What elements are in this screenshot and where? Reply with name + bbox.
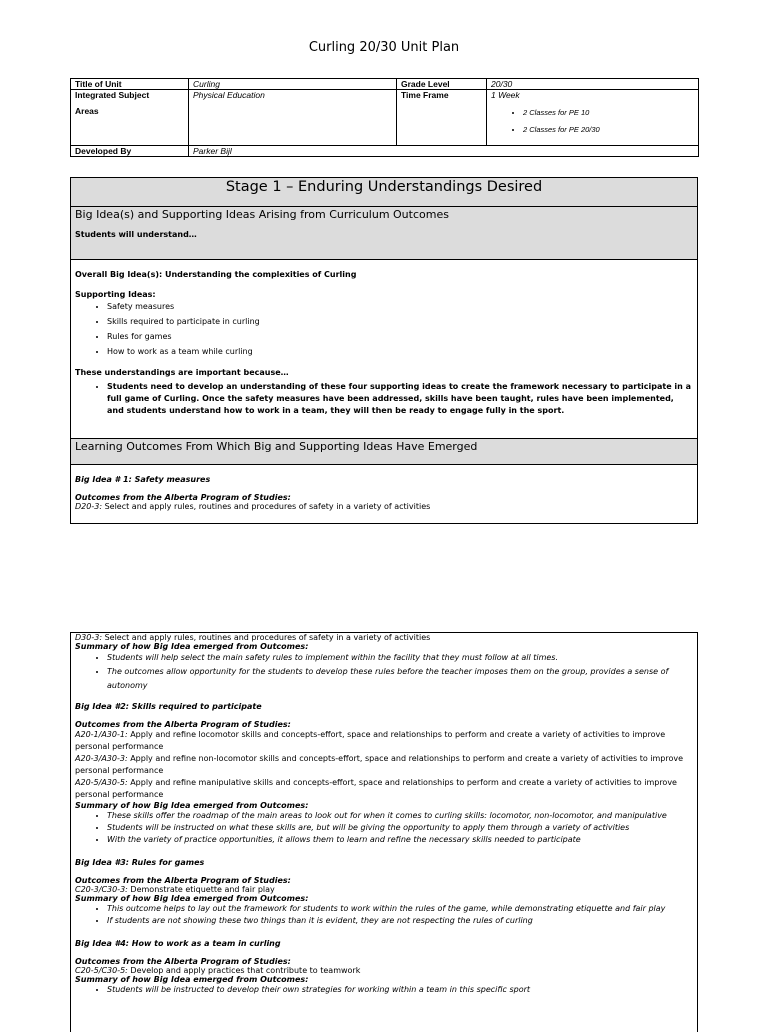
big-ideas-header: [71, 207, 697, 260]
time-frame-item: • 2 Classes for PE 10: [523, 108, 694, 117]
grade-level-label: Grade Level: [397, 79, 487, 90]
idea2-outcome: A20-5/A30-5: Apply and refine manipulative skills and concepts-effort, space and relationships to perform and create a variety of activities to improve personal performance: [75, 778, 677, 799]
supporting-idea-item: • Safety measures: [107, 299, 697, 314]
idea1-outcome: D20-3: Select and apply rules, routines and procedures of safety in a variety of activities: [75, 502, 431, 511]
developed-by-label: Developed By: [71, 146, 189, 157]
summary-item: • If students are not showing these two things than it is evident, they are not respecting the rules of curling: [107, 915, 697, 927]
idea2-summary-list: [71, 810, 697, 846]
supporting-ideas-list: [71, 299, 697, 359]
idea3-outcomes-label: Outcomes from the Alberta Program of Studies:: [75, 876, 291, 885]
time-frame-label: Time Frame: [397, 90, 487, 146]
idea1-outcome-2: D30-3: Select and apply rules, routines and procedures of safety in a variety of activities: [75, 633, 431, 642]
document-title: Curling 20/30 Unit Plan: [308, 40, 460, 55]
summary-item: • The outcomes allow opportunity for the students to develop these rules before the teacher imposes them on the group, provides a sense of autonomy: [107, 665, 697, 693]
idea2-title: Big Idea #2: Skills required to participate: [75, 702, 262, 711]
time-frame-value: 1 Week • 2 Classes for PE 10 • 2 Classes for PE 20/30: [487, 90, 699, 146]
unit-info-table: [70, 78, 699, 157]
supporting-idea-item: • Skills required to participate in curling: [107, 314, 697, 329]
important-because-list: [71, 381, 697, 417]
supporting-ideas-label: Supporting Ideas:: [75, 290, 156, 299]
idea2-outcomes-label: Outcomes from the Alberta Program of Studies:: [75, 720, 291, 729]
stage1-title: Stage 1 – Enduring Understandings Desired: [71, 178, 697, 207]
outcomes-heading: Learning Outcomes From Which Big and Supporting Ideas Have Emerged: [75, 440, 478, 453]
title-of-unit-label: Title of Unit: [71, 79, 189, 90]
idea1-section: [71, 465, 697, 511]
summary-item: • These skills offer the roadmap of the main areas to look out for when it comes to curling skills: locomotor, non-locomotor, and manipulative: [107, 810, 697, 822]
supporting-idea-item: • How to work as a team while curling: [107, 344, 697, 359]
summary-item: • Students will be instructed on what these skills are, but will be giving the opportunity to apply them through a variety of activities: [107, 822, 697, 834]
title-of-unit-value: Curling: [189, 79, 397, 90]
idea4-summary-list: [71, 984, 697, 996]
summary-item: • Students will be instructed to develop their own strategies for working within a team in this specific sport: [107, 984, 697, 996]
important-because-text: • Students need to develop an understanding of these four supporting ideas to create the framework necessary to participate in a full game of Curling. Once the safety measures have been addressed, skills have been taught, rules have been implemented, and students understand how to work in a team, they will then be ready to engage fully in the sport.: [107, 381, 697, 417]
developed-by-value: Parker Bijl: [189, 146, 699, 157]
idea3-title: Big Idea #3: Rules for games: [75, 858, 205, 867]
summary-item: • This outcome helps to lay out the framework for students to work within the rules of the game, while demonstrating etiquette and fair play: [107, 903, 697, 915]
students-understand: Students will understand…: [75, 230, 197, 239]
outcomes-label: Outcomes from the Alberta Program of Studies:: [75, 493, 291, 502]
idea3-outcome: C20-3/C30-3: Demonstrate etiquette and fair play: [75, 885, 275, 894]
grade-level-value: 20/30: [487, 79, 699, 90]
idea1-summary-list: [71, 651, 697, 693]
idea2-outcome: A20-3/A30-3: Apply and refine non-locomotor skills and concepts-effort, space and relationships to perform and create a variety of activities to improve personal performance: [75, 754, 684, 775]
idea4-outcome: C20-5/C30-5: Develop and apply practices that contribute to teamwork: [75, 966, 361, 975]
supporting-idea-item: • Rules for games: [107, 329, 697, 344]
idea3-summary-label: Summary of how Big Idea emerged from Outcomes:: [75, 894, 309, 903]
idea4-summary-label: Summary of how Big Idea emerged from Outcomes:: [75, 975, 309, 984]
idea4-title: Big Idea #4: How to work as a team in curling: [75, 939, 281, 948]
page2-box: [70, 632, 698, 1032]
idea4-outcomes-label: Outcomes from the Alberta Program of Studies:: [75, 957, 291, 966]
summary-item: • Students will help select the main safety rules to implement within the facility that they must follow at all times.: [107, 651, 697, 665]
idea2-outcome: A20-1/A30-1: Apply and refine locomotor skills and concepts-effort, space and relationships to perform and create a variety of activities to improve personal performance: [75, 730, 666, 751]
summary-item: • With the variety of practice opportunities, it allows them to learn and refine the necessary skills needed to participate: [107, 834, 697, 846]
overall-big-idea: Overall Big Idea(s): Understanding the complexities of Curling: [75, 270, 357, 279]
stage1-box: [70, 177, 698, 524]
idea2-summary-label: Summary of how Big Idea emerged from Outcomes:: [75, 801, 309, 810]
integrated-subject-value: Physical Education: [189, 90, 397, 146]
idea1-summary-label: Summary of how Big Idea emerged from Outcomes:: [75, 642, 309, 651]
big-ideas-body: [71, 260, 697, 438]
idea3-summary-list: [71, 903, 697, 927]
idea1-title: Big Idea # 1: Safety measures: [75, 475, 211, 484]
outcomes-header: [71, 438, 697, 465]
big-ideas-heading: Big Idea(s) and Supporting Ideas Arising from Curriculum Outcomes: [75, 208, 449, 221]
time-frame-item: • 2 Classes for PE 20/30: [523, 125, 694, 134]
important-because-label: These understandings are important because…: [75, 368, 289, 377]
integrated-subject-label: Integrated Subject Areas: [71, 90, 189, 146]
